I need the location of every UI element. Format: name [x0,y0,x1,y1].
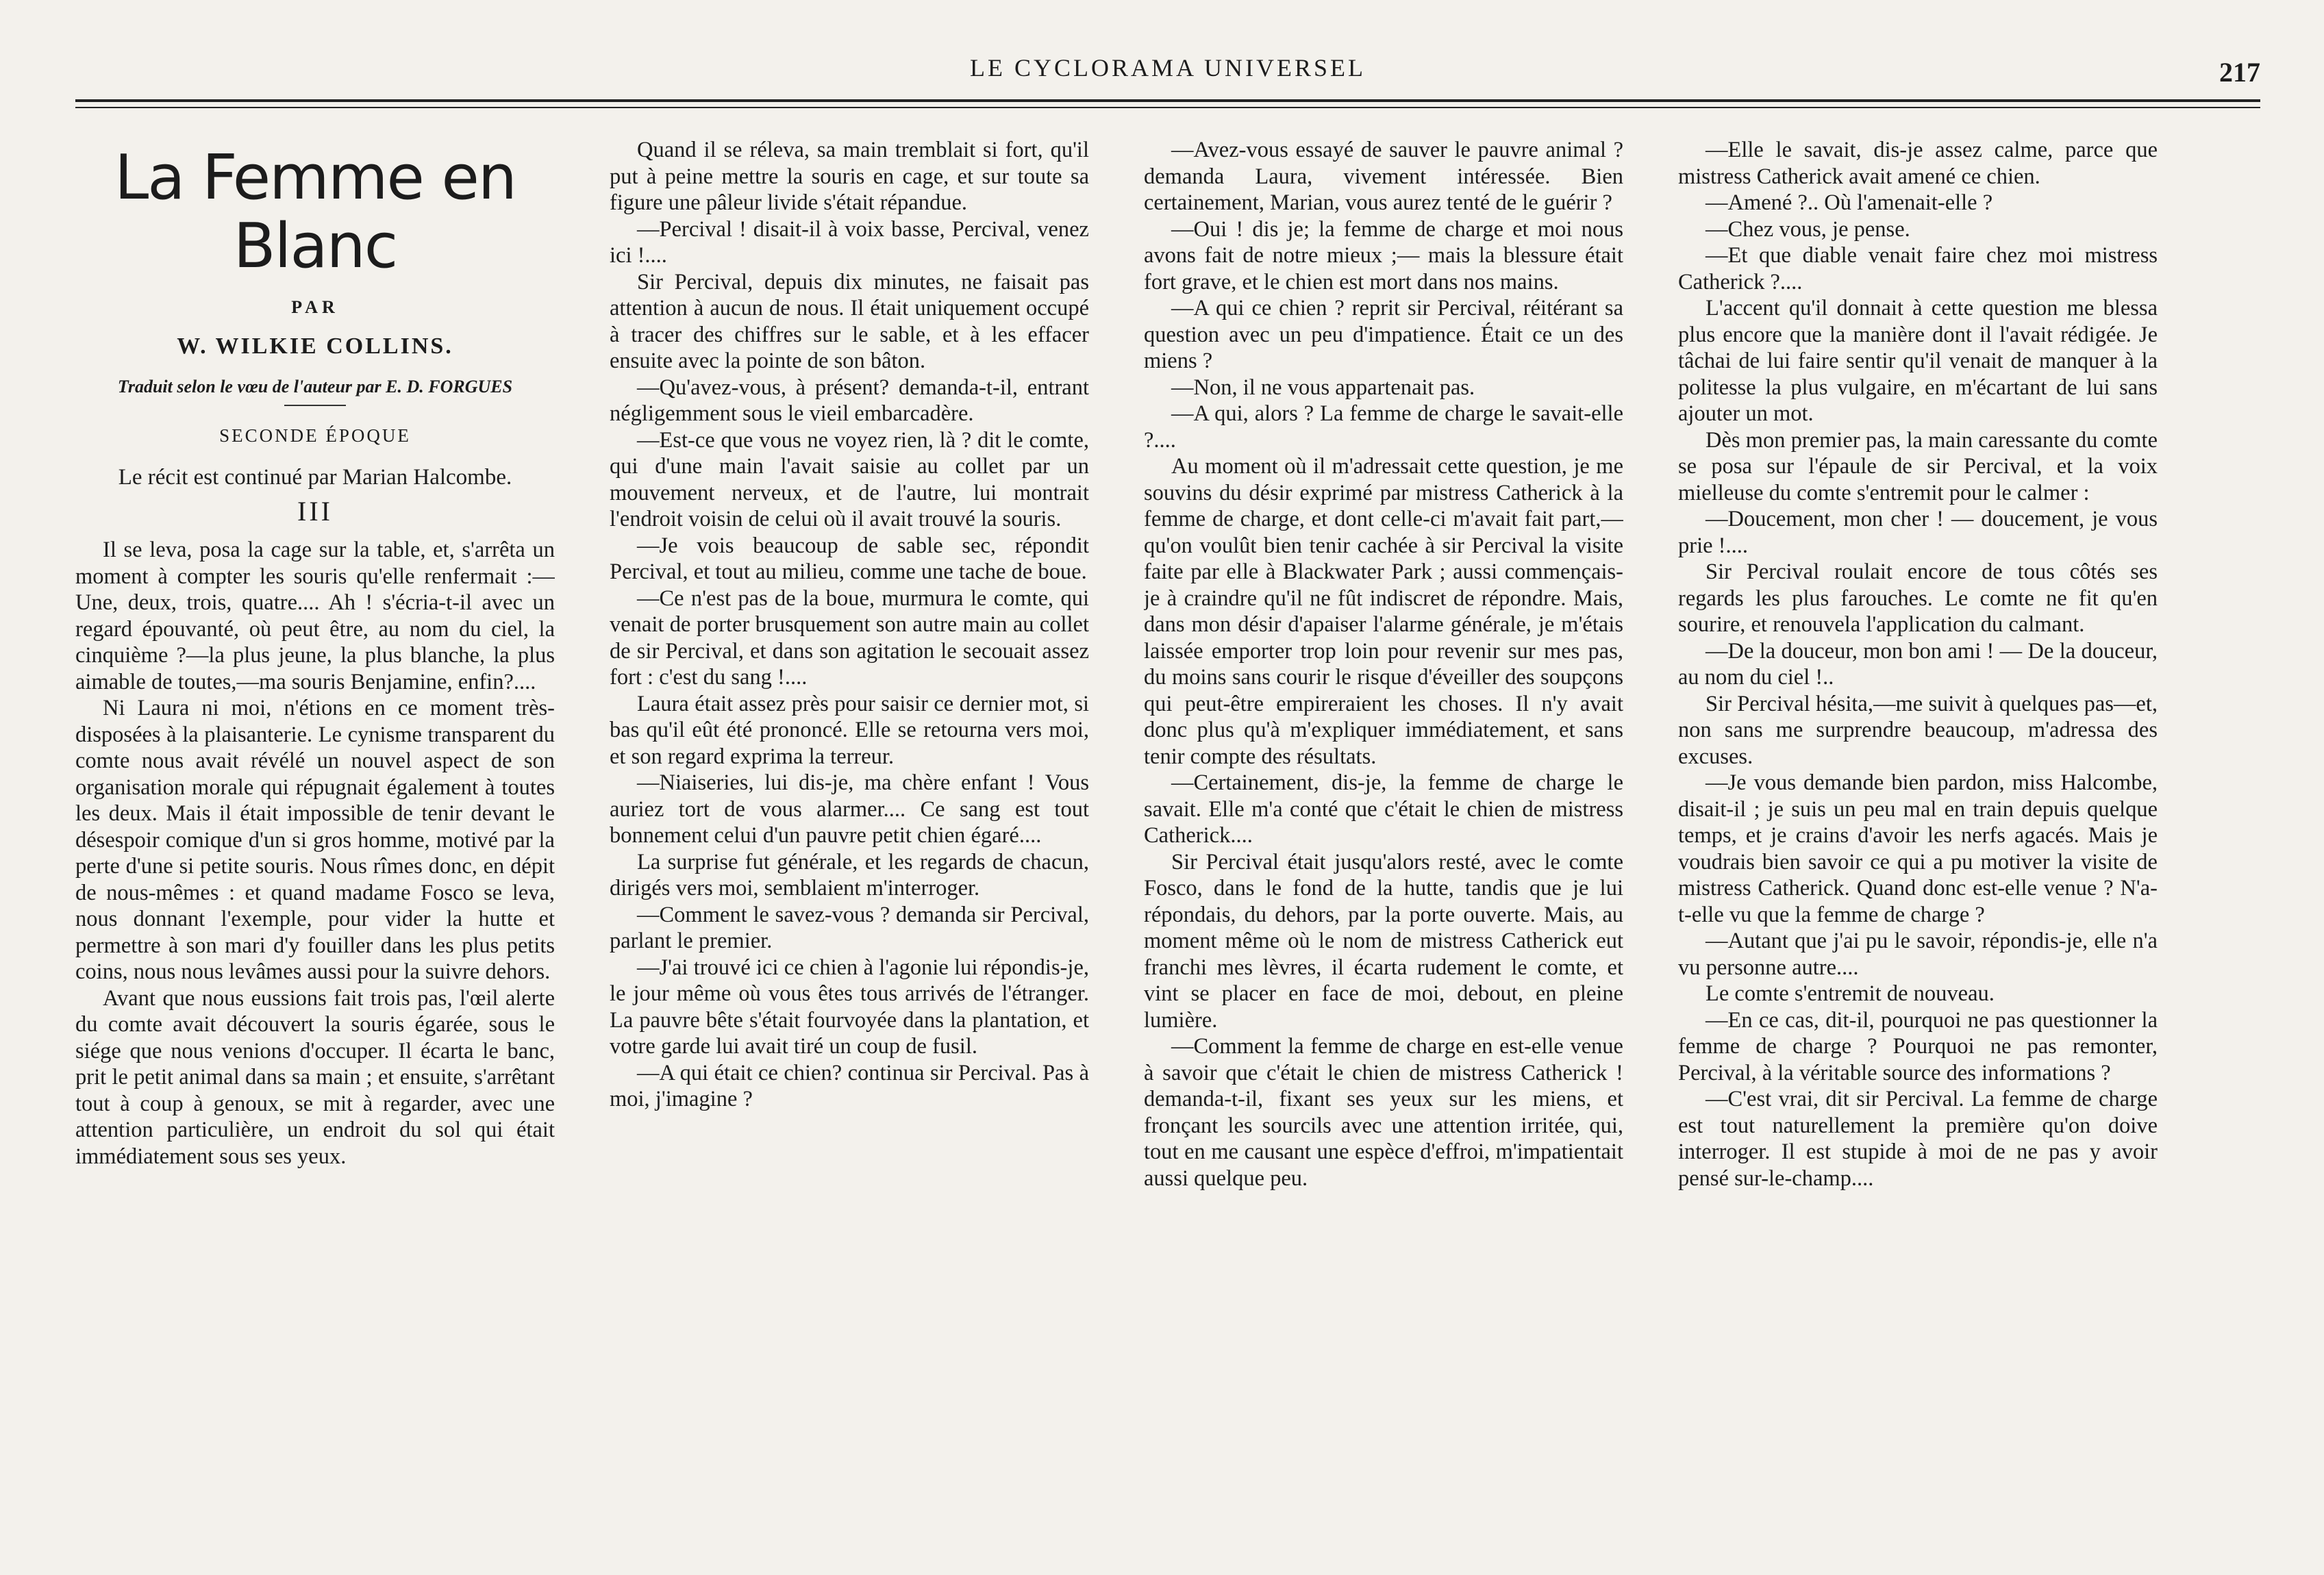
paragraph: —Ce n'est pas de la boue, murmura le comte, qui venait de porter brusquement son autre main au collet de sir Percival, et dans son agitation le secouait assez fort : c'est du sang !.... [610,585,1089,690]
paragraph: —Je vous demande bien pardon, miss Halcombe, disait-il ; je suis un peu mal en train depuis quelque temps, et je crains d'avoir les nerfs agacés. Mais je voudrais bien savoir ce qui a pu motiver la visite de mistress Catherick. Quand donc est-elle venue ? N'a-t-elle vu que la femme de charge ? [1678,770,2158,927]
paragraph: —Et que diable venait faire chez moi mistress Catherick ?.... [1678,243,2158,294]
paragraph: —A qui, alors ? La femme de charge le savait-elle ?.... [1144,401,1623,453]
paragraph: Avant que nous eussions fait trois pas, l'œil alerte du comte avait découvert la souris égarée, sous le siége que nous venions d'occuper. Il écarta le banc, prit le petit animal dans sa main ; et ensuite, s'arrêtant tout à coup à genoux, se mit à regarder, avec une attention particulière, un endroit du sol qui était immédiatement sous ses yeux. [75,985,555,1169]
paragraph: —Non, il ne vous appartenait pas. [1171,375,1475,400]
paragraph: Sir Percival hésita,—me suivit à quelques pas—et, non sans me surprendre beaucoup, m'adressa des excuses. [1678,691,2158,769]
text-column-4 [1678,137,2158,1438]
paragraph: Dès mon premier pas, la main caressante du comte se posa sur l'épaule de sir Percival, et la voix mielleuse du comte s'entremit pour le calmer : [1678,427,2158,505]
paragraph: —C'est vrai, dit sir Percival. La femme de charge est tout naturellement la première qu'on doive interroger. Il est stupide à moi de ne pas y avoir pensé sur-le-champ.... [1678,1087,2158,1191]
narrator-note: Le récit est continué par Marian Halcombe. [118,464,512,490]
paragraph: —A qui ce chien ? reprit sir Percival, réitérant sa question avec un peu d'impatience. Était ce un des miens ? [1144,296,1623,373]
paragraph: Laura était assez près pour saisir ce dernier mot, si bas qu'il eût été prononcé. Elle se retourna vers moi, et son regard exprima la terreur. [610,691,1089,769]
paragraph: L'accent qu'il donnait à cette question me blessa plus encore que la manière dont il l'avait rédigée. Je tâchai de lui faire sentir qu'il venait de manquer à la politesse la plus vulgaire, en m'écartant de lui sans ajouter un mot. [1678,296,2158,426]
paragraph: —Certainement, dis-je, la femme de charge le savait. Elle m'a conté que c'était le chien de mistress Catherick.... [1144,770,1623,848]
byline-par: PAR [291,297,339,317]
paragraph: Ni Laura ni moi, n'étions en ce moment très-disposées à la plaisanterie. Le cynisme transparent du comte nous avait révélé un nouvel aspect de son organisation morale qui répugnait également à toutes les deux. Mais il était impossible de tenir devant le désespoir comique d'un si gros homme, motivé par la perte d'une si petite souris. Nous rîmes donc, en dépit de nous-mêmes : et quand madame Fosco se leva, nous donnant l'exemple, pour vider la hutte et permettre à son mari d'y fouiller dans les plus petits coins, nous nous levâmes aussi pour la suivre dehors. [75,696,555,984]
epoch-heading: SECONDE ÉPOQUE [219,425,411,446]
text-column-2 [610,137,1089,1438]
paragraph: —Amené ?.. Où l'amenait-elle ? [1705,190,1993,215]
paragraph: —Avez-vous essayé de sauver le pauvre animal ? demanda Laura, vivement intéressée. Bien certainement, Marian, vous aurez tenté de le guérir ? [1144,138,1623,215]
paragraph: —Je vois beaucoup de sable sec, répondit Percival, et tout au milieu, comme une tache de boue. [610,533,1089,584]
paragraph: —En ce cas, dit-il, pourquoi ne pas questionner la femme de charge ? Pourquoi ne pas remonter, Percival, à la véritable source des informations ? [1678,1007,2158,1085]
paragraph: —Percival ! disait-il à voix basse, Percival, venez ici !.... [610,216,1089,268]
paragraph: —Oui ! dis je; la femme de charge et moi nous avons fait de notre mieux ;— mais la blessure était fort grave, et le chien est mort dans nos mains. [1144,216,1623,294]
chapter-number: III [297,495,333,527]
paragraph: La surprise fut générale, et les regards de chacun, dirigés vers moi, semblaient m'interroger. [610,849,1089,900]
page-header [75,53,2260,94]
paragraph: —Doucement, mon cher ! — doucement, je vous prie !.... [1678,507,2158,558]
paragraph: —Chez vous, je pense. [1705,216,1910,242]
paragraph: —J'ai trouvé ici ce chien à l'agonie lui répondis-je, le jour même où vous êtes tous arrivés de l'étranger. La pauvre bête s'était fourvoyée dans la plantation, et votre garde lui avait tiré un coup de fusil. [610,955,1089,1059]
paragraph: —Elle le savait, dis-je assez calme, parce que mistress Catherick avait amené ce chien. [1678,138,2158,189]
title-divider [284,405,346,406]
story-title: La Femme en Blanc [114,142,516,282]
paragraph: Sir Percival était jusqu'alors resté, avec le comte Fosco, dans le fond de la hutte, tandis que je lui répondais, du dehors, par la porte ouverte. Mais, au moment même où le nom de mistress Catherick eut franchi mes lèvres, il écarta rudement le comte, et vint se placer en face de moi, debout, en pleine lumière. [1144,849,1623,1033]
paragraph: Sir Percival roulait encore de tous côtés ses regards les plus farouches. Le comte ne fit qu'en sourire, et renouvela l'application du calmant. [1678,559,2158,637]
paragraph: —Est-ce que vous ne voyez rien, là ? dit le comte, qui d'une main l'avait saisie au collet par un mouvement nerveux, et de l'autre, lui montrait l'endroit voisin de celui où il avait trouvé la souris. [610,427,1089,531]
paragraph: —A qui était ce chien? continua sir Percival. Pas à moi, j'imagine ? [610,1060,1089,1111]
header-rule-thin [75,107,2260,108]
paragraph: Il se leva, posa la cage sur la table, et, s'arrêta un moment à compter les souris qu'elle renfermait :—Une, deux, trois, quatre.... Ah ! s'écria-t-il avec un regard épouvanté, où peut être, au nom du ciel, la cinquième ?—la plus jeune, la plus blanche, la plus aimable de toutes,—ma souris Benjamine, enfin?.... [75,538,555,694]
header-rule-thick [75,99,2260,102]
page-number: 217 [2219,57,2260,88]
paragraph: Quand il se réleva, sa main tremblait si fort, qu'il put à peine mettre la souris en cage, et sur toute sa figure une pâleur livide s'était répandue. [610,138,1089,215]
author-name: W. WILKIE COLLINS. [177,333,453,359]
paragraph: —Comment le savez-vous ? demanda sir Percival, parlant le premier. [610,902,1089,953]
paragraph: —De la douceur, mon bon ami ! — De la douceur, au nom du ciel !.. [1678,638,2158,690]
paragraph: —Autant que j'ai pu le savoir, répondis-je, elle n'a vu personne autre.... [1678,929,2158,980]
running-title: LE CYCLORAMA UNIVERSEL [969,54,1366,81]
paragraph: Le comte s'entremit de nouveau. [1705,981,1995,1006]
paragraph: Sir Percival, depuis dix minutes, ne faisait pas attention à aucun de nous. Il était uniquement occupé à tracer des chiffres sur le sable, et à les effacer ensuite avec la pointe de son bâton. [610,269,1089,373]
text-column-1 [75,116,555,1418]
paragraph: —Comment la femme de charge en est-elle venue à savoir que c'était le chien de mistress Catherick ! demanda-t-il, fixant ses yeux sur les miens, et fronçant les sourcils avec une attention irritée, qui, tout en me causant une espèce d'effroi, m'impatientait aussi quelque peu. [1144,1034,1623,1191]
paragraph: —Niaiseries, lui dis-je, ma chère enfant ! Vous auriez tort de vous alarmer.... Ce sang est tout bonnement celui d'un pauvre petit chien égaré.... [610,770,1089,848]
text-column-3 [1144,137,1623,1438]
paragraph: —Qu'avez-vous, à présent? demanda-t-il, entrant négligemment sous le vieil embarcadère. [610,375,1089,426]
paragraph: Au moment où il m'adressait cette question, je me souvins du désir exprimé par mistress Catherick à la femme de charge, et dont celle-ci m'avait fait part,— qu'on voulût bien tenir cachée à sir Percival la visite faite par elle à Blackwater Park ; aussi commençais-je à craindre qu'il ne fût indiscret de répondre. Mais, dans mon désir d'apaiser l'alarme générale, je m'étais laissée emporter trop loin pour revenir sur mes pas, du moins sans courir le risque d'éveiller des soupçons qui peut-être empireraient les choses. Il n'y avait donc plus qu'à m'expliquer immédiatement, et sans tenir compte des résultats. [1144,454,1623,769]
translator-credit: Traduit selon le vœu de l'auteur par E. D. FORGUES [117,377,513,396]
